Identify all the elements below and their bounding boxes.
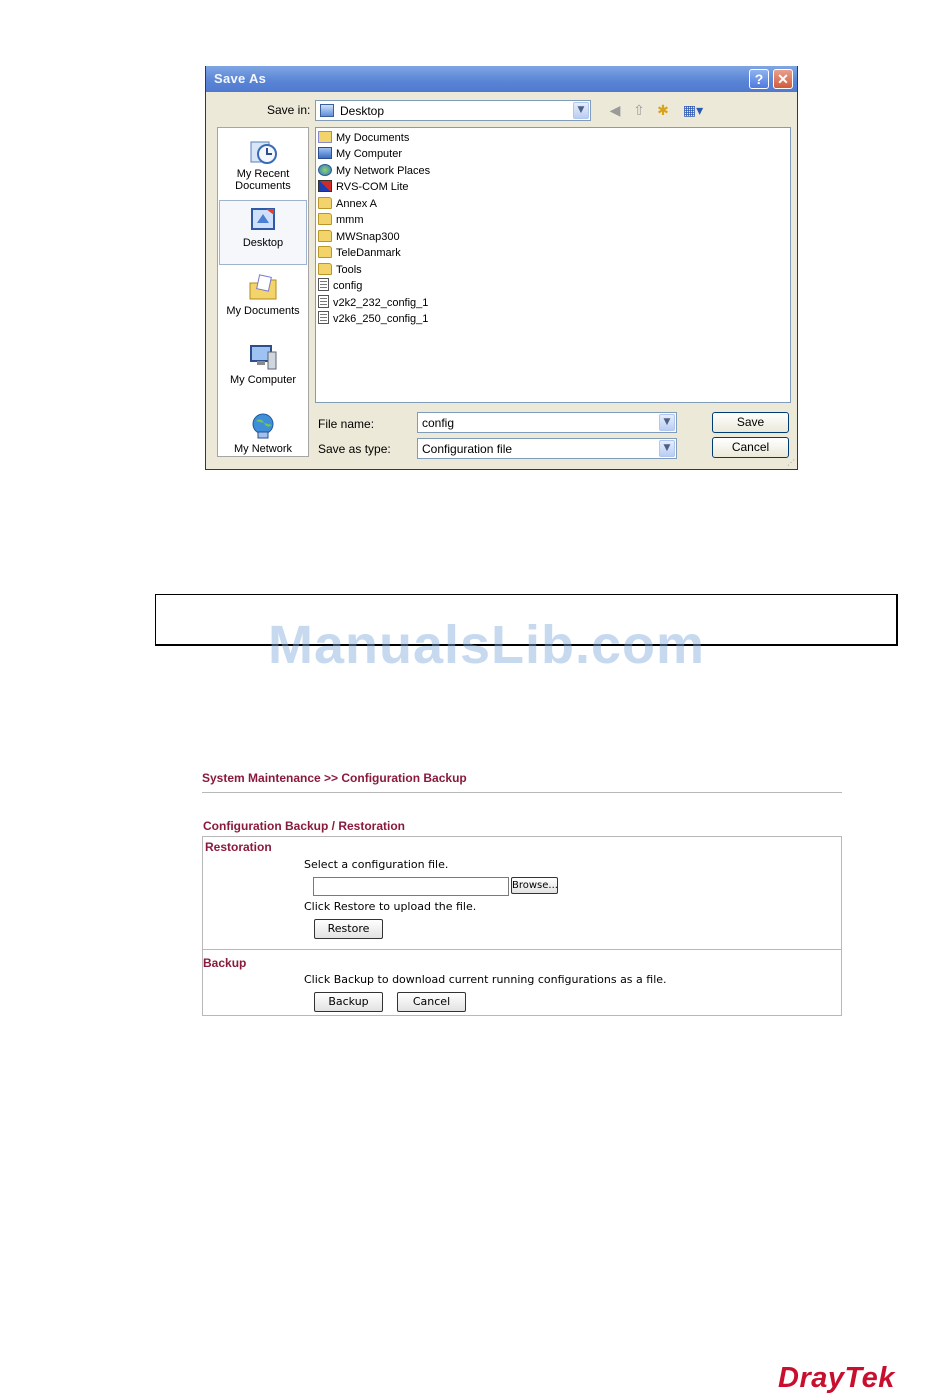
desktop-icon [248,205,278,235]
file-name-value: config [422,416,455,430]
desktop-icon [320,104,334,117]
back-icon[interactable]: ◀ [609,103,621,119]
config-file-input[interactable] [313,877,509,896]
up-folder-icon[interactable]: ⇧ [633,103,645,119]
save-in-dropdown[interactable] [315,100,591,121]
place-label: Desktop [242,237,284,249]
save-as-type-value: Configuration file [422,442,513,456]
backup-restore-panel [202,836,842,1016]
watermark: ManualsLib.com [268,615,706,675]
file-name-input[interactable] [417,412,677,433]
save-in-value: Desktop [340,104,385,118]
select-file-text: Select a configuration file. [304,858,449,871]
place-my-computer[interactable] [219,342,307,386]
restore-button[interactable]: Restore [314,919,383,939]
place-my-documents[interactable] [219,273,307,317]
chevron-down-icon[interactable]: ▼ [573,102,589,119]
place-my-network[interactable] [219,411,307,455]
cancel-button[interactable]: Cancel [712,437,789,458]
list-item[interactable]: My Network Places [318,163,430,179]
save-button[interactable]: Save [712,412,789,433]
place-label: My Documents [226,305,300,317]
backup-label: Backup [203,956,247,970]
list-item[interactable]: v2k6_250_config_1 [318,311,428,327]
section-title: Configuration Backup / Restoration [203,819,406,833]
text-file-icon [318,295,329,308]
close-icon[interactable]: ✕ [773,69,793,89]
file-list[interactable] [315,127,791,403]
place-my-recent-documents[interactable] [219,136,307,192]
cancel-button[interactable]: Cancel [397,992,466,1012]
place-label: My Recent Documents [235,168,291,192]
list-item[interactable]: RVS-COM Lite [318,179,409,195]
list-item[interactable]: My Computer [318,146,402,162]
list-item[interactable]: Annex A [318,196,377,212]
divider [202,792,842,793]
place-label: My Computer [229,374,297,386]
list-item[interactable]: v2k2_232_config_1 [318,295,428,311]
new-folder-icon[interactable]: ✱ [657,103,669,119]
chevron-down-icon[interactable]: ▼ [659,414,675,431]
folder-icon [318,213,332,225]
save-as-type-label: Save as type: [318,442,391,456]
backup-button[interactable]: Backup [314,992,383,1012]
folder-icon [318,263,332,275]
text-file-icon [318,278,329,291]
recent-documents-icon [248,136,278,166]
folder-icon [318,197,332,209]
place-label: My Network [233,443,293,455]
folder-icon [318,230,332,242]
my-computer-icon [248,342,278,372]
network-places-icon [318,164,332,176]
save-as-dialog [205,66,798,470]
my-network-icon [248,411,278,441]
list-item[interactable]: TeleDanmark [318,245,401,261]
folder-icon [318,246,332,258]
resize-grip-icon[interactable]: ⋰ [787,458,795,467]
list-item[interactable]: Tools [318,262,362,278]
chevron-down-icon[interactable]: ▼ [659,440,675,457]
places-bar [217,127,309,457]
list-item[interactable]: mmm [318,212,364,228]
views-menu-icon[interactable]: ▦▾ [682,103,704,119]
place-desktop[interactable] [219,200,307,265]
list-item[interactable]: My Documents [318,130,409,146]
save-in-label: Save in: [267,103,311,117]
breadcrumb: System Maintenance >> Configuration Backup [202,771,467,785]
help-icon[interactable]: ? [749,69,769,89]
rvs-com-icon [318,180,332,192]
panel-divider [203,949,841,950]
browse-button[interactable]: Browse... [511,877,558,894]
my-computer-icon [318,147,332,159]
my-documents-icon [248,273,278,303]
list-item[interactable]: MWSnap300 [318,229,400,245]
save-as-type-dropdown[interactable] [417,438,677,459]
dialog-title: Save As [214,71,267,86]
dialog-titlebar[interactable] [206,66,797,92]
draytek-logo: DrayTek [778,1362,895,1394]
restoration-label: Restoration [205,840,272,854]
list-item[interactable]: config [318,278,362,294]
file-name-label: File name: [318,417,375,431]
backup-hint-text: Click Backup to download current running configurations as a file. [304,973,667,986]
text-file-icon [318,311,329,324]
my-documents-icon [318,131,332,143]
restore-hint-text: Click Restore to upload the file. [304,900,477,913]
